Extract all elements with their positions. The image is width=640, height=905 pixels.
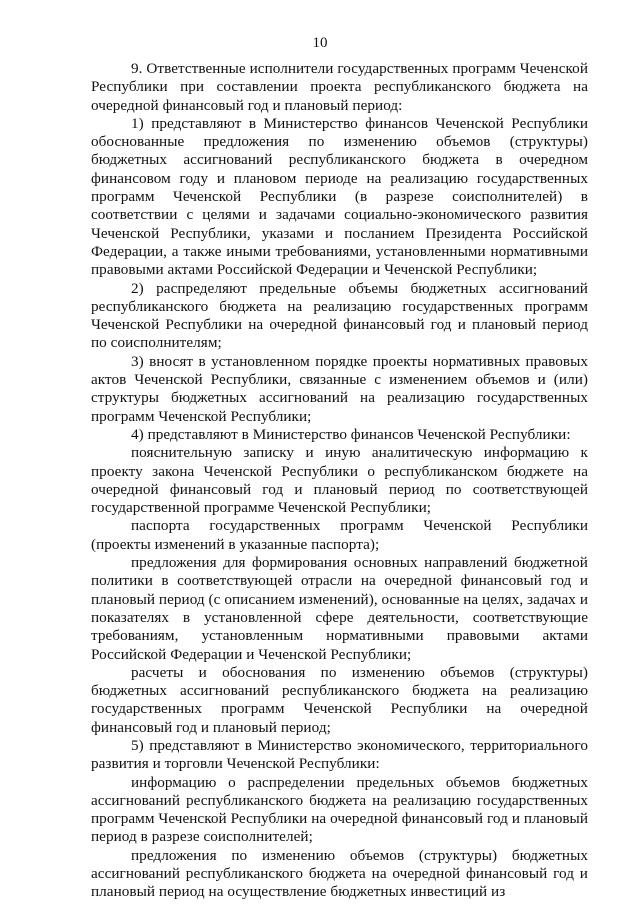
paragraph-distribution-info: информацию о распределении предельных объемов бюджетных ассигнований республиканского бюджета на реализацию государственных программ Чеченской Республики на очередной финансовый год и плановый период в разрезе соисполнителей; [91,773,588,846]
page-number: 10 [312,35,328,51]
paragraph-subitem-5: 5) представляют в Министерство экономического, территориального развития и торговли Чеченской Республики: [91,736,588,773]
paragraph-explanatory-note: пояснительную записку и иную аналитическую информацию к проекту закона Чеченской Республики о республиканском бюджете на очередной финансовый год и плановый период по соответствующей государственной программе Чеченской Республики; [91,444,588,517]
paragraph-subitem-1: 1) представляют в Министерство финансов Чеченской Республики обоснованные предложения по изменению объемов (структуры) бюджетных ассигнований республиканского бюджета в очередном финансовом году и плановом периоде на реализацию государственных программ Чеченской Республики (в разрезе соисполнителей) в соответствии с целями и задачами социально-экономического развития Чеченской Республики, указами и посланием Президента Российской Федерации, а также иными требованиями, установленными нормативными правовыми актами Российской Федерации и Чеченской Республики; [91,114,588,279]
paragraph-program-passports: паспорта государственных программ Чеченской Республики (проекты изменений в указанные паспорта); [91,517,588,553]
document-body [91,60,588,902]
paragraph-policy-proposals: предложения для формирования основных направлений бюджетной политики в соответствующей отрасли на очередной финансовый год и плановый период (с описанием изменений), основанные на целях, задачах и показателях в установленной сфере деятельности, соответствующие требованиям, установленным нормативными правовыми актами Российской Федерации и Чеченской Республики; [91,554,588,663]
paragraph-item-9: 9. Ответственные исполнители государственных программ Чеченской Республики при составлении проекта республиканского бюджета на очередной финансовый год и плановый период: [91,60,588,114]
paragraph-calculations: расчеты и обоснования по изменению объемов (структуры) бюджетных ассигнований республиканского бюджета на реализацию государственных программ Чеченской Республики на очередной финансовый год и плановый период; [91,663,588,736]
paragraph-subitem-3: 3) вносят в установленном порядке проекты нормативных правовых актов Чеченской Республики, связанные с изменением объемов и (или) структуры бюджетных ассигнований на реализацию государственных программ Чеченской Республики; [91,352,588,425]
paragraph-investment-proposals: предложения по изменению объемов (структуры) бюджетных ассигнований республиканского бюджета на очередной финансовый год и плановый период на осуществление бюджетных инвестиций из [91,846,588,901]
paragraph-subitem-4: 4) представляют в Министерство финансов Чеченской Республики: [131,425,571,443]
paragraph-subitem-2: 2) распределяют предельные объемы бюджетных ассигнований республиканского бюджета на реализацию государственных программ Чеченской Республики на очередной финансовый год и плановый период по соисполнителям; [91,279,588,352]
